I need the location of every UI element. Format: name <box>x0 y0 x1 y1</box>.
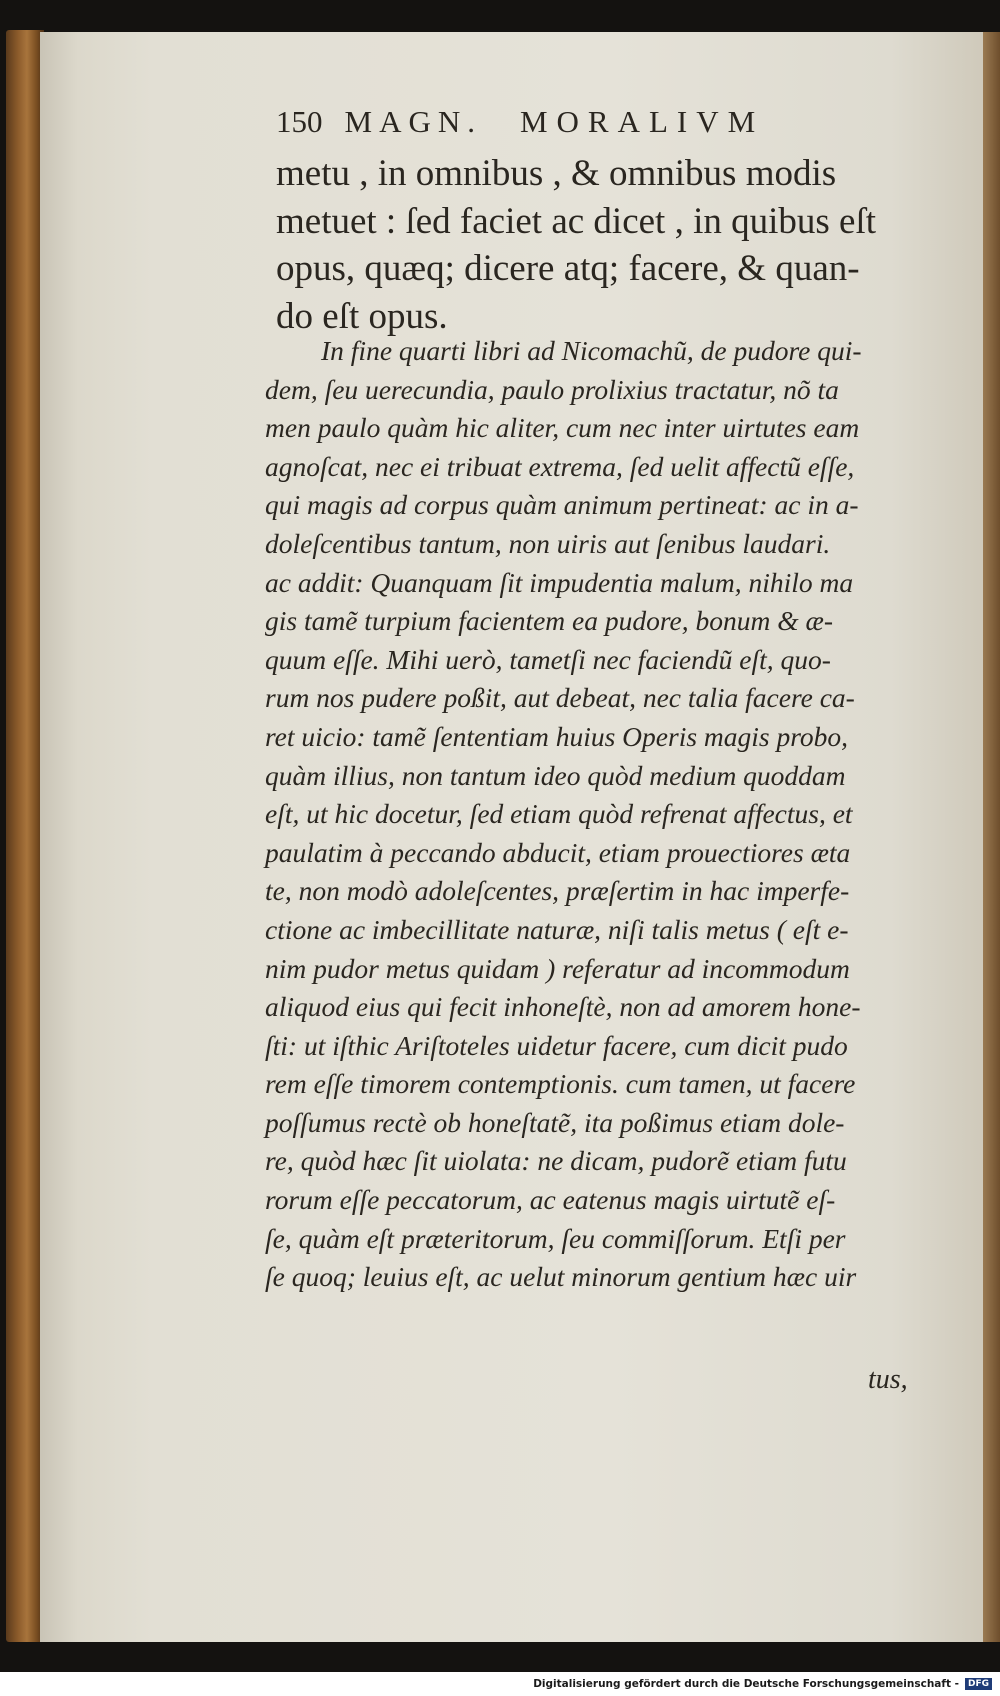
text-line: paulatim à peccando abducit, etiam prouectiores æta <box>265 836 851 868</box>
text-line: ſti: ut iſthic Ariſtoteles uidetur facere, cum dicit pudo <box>265 1029 848 1061</box>
text-line: dem, ſeu uerecundia, paulo prolixius tractatur, nõ ta <box>265 373 839 405</box>
text-line: rorum eſſe peccatorum, ac eatenus magis uirtutẽ eſ- <box>265 1184 836 1216</box>
dfg-logo: DFG <box>965 1678 992 1690</box>
text-line: doleſcentibus tantum, non uiris aut ſenibus laudari. <box>265 527 831 559</box>
text-line: quum eſſe. Mihi uerò, tametſi nec faciendũ eſt, quo- <box>265 643 831 675</box>
text-line: metuet : ſed faciet ac dicet , in quibus eſt <box>276 200 877 242</box>
text-line: In fine quarti libri ad Nicomachũ, de pudore qui- <box>321 335 862 366</box>
page-number: 150 <box>276 104 323 139</box>
text-line: eſt, ut hic docetur, ſed etiam quòd refrenat affectus, et <box>265 798 853 830</box>
text-line: agnoſcat, nec ei tribuat extrema, ſed uelit affectũ eſſe, <box>265 450 855 482</box>
text-line: metu , in omnibus , & omnibus modis <box>276 153 837 194</box>
running-header <box>276 104 916 140</box>
text-line: quàm illius, non tantum ideo quòd medium quoddam <box>265 759 846 791</box>
funding-credit: Digitalisierung gefördert durch die Deutsche Forschungsgemeinschaft - <box>533 1678 959 1690</box>
text-line: poſſumus rectè ob honeſtatẽ, ita poßimus etiam dole- <box>265 1106 845 1138</box>
text-line: te, non modò adoleſcentes, præſertim in hac imperfe- <box>265 875 850 907</box>
running-title-part-1: MAGN. <box>344 104 482 139</box>
text-line: qui magis ad corpus quàm animum pertineat: ac in a- <box>265 489 859 521</box>
text-line: ſe quoq; leuius eſt, ac uelut minorum gentium hæc uir <box>265 1261 857 1293</box>
text-line: rem eſſe timorem contemptionis. cum tamen, ut facere <box>265 1068 856 1100</box>
catchword: tus, <box>868 1364 908 1395</box>
text-line: do eſt opus. <box>276 295 448 337</box>
commentary-italic-block <box>265 332 955 1297</box>
text-line: ſe, quàm eſt præteritorum, ſeu commiſſorum. Etſi per <box>265 1222 846 1254</box>
running-title-part-2: MORALIVM <box>519 104 765 139</box>
text-line: ret uicio: tamẽ ſententiam huius Operis magis probo, <box>265 720 849 752</box>
roman-text-block <box>276 150 956 340</box>
text-line: men paulo quàm hic aliter, cum nec inter uirtutes eam <box>265 412 860 444</box>
digitization-footer <box>0 1672 1000 1696</box>
page-right-edge <box>983 32 1000 1642</box>
text-line: gis tamẽ turpium facientem ea pudore, bonum & æ- <box>265 605 834 637</box>
text-line: ctione ac imbecillitate naturæ, niſi talis metus ( eſt e- <box>265 913 849 945</box>
text-line: re, quòd hæc ſit uiolata: ne dicam, pudorẽ etiam futu <box>265 1145 847 1177</box>
text-line: nim pudor metus quidam ) referatur ad incommodum <box>265 952 850 984</box>
book-spine-edge <box>6 30 44 1642</box>
text-line: opus, quæq; dicere atq; facere, & quan- <box>276 248 860 289</box>
text-line: ac addit: Quanquam ſit impudentia malum, nihilo ma <box>265 566 854 598</box>
text-line: rum nos pudere poßit, aut debeat, nec talia facere ca- <box>265 682 855 714</box>
text-line: aliquod eius qui fecit inhoneſtè, non ad amorem hone- <box>265 991 861 1023</box>
